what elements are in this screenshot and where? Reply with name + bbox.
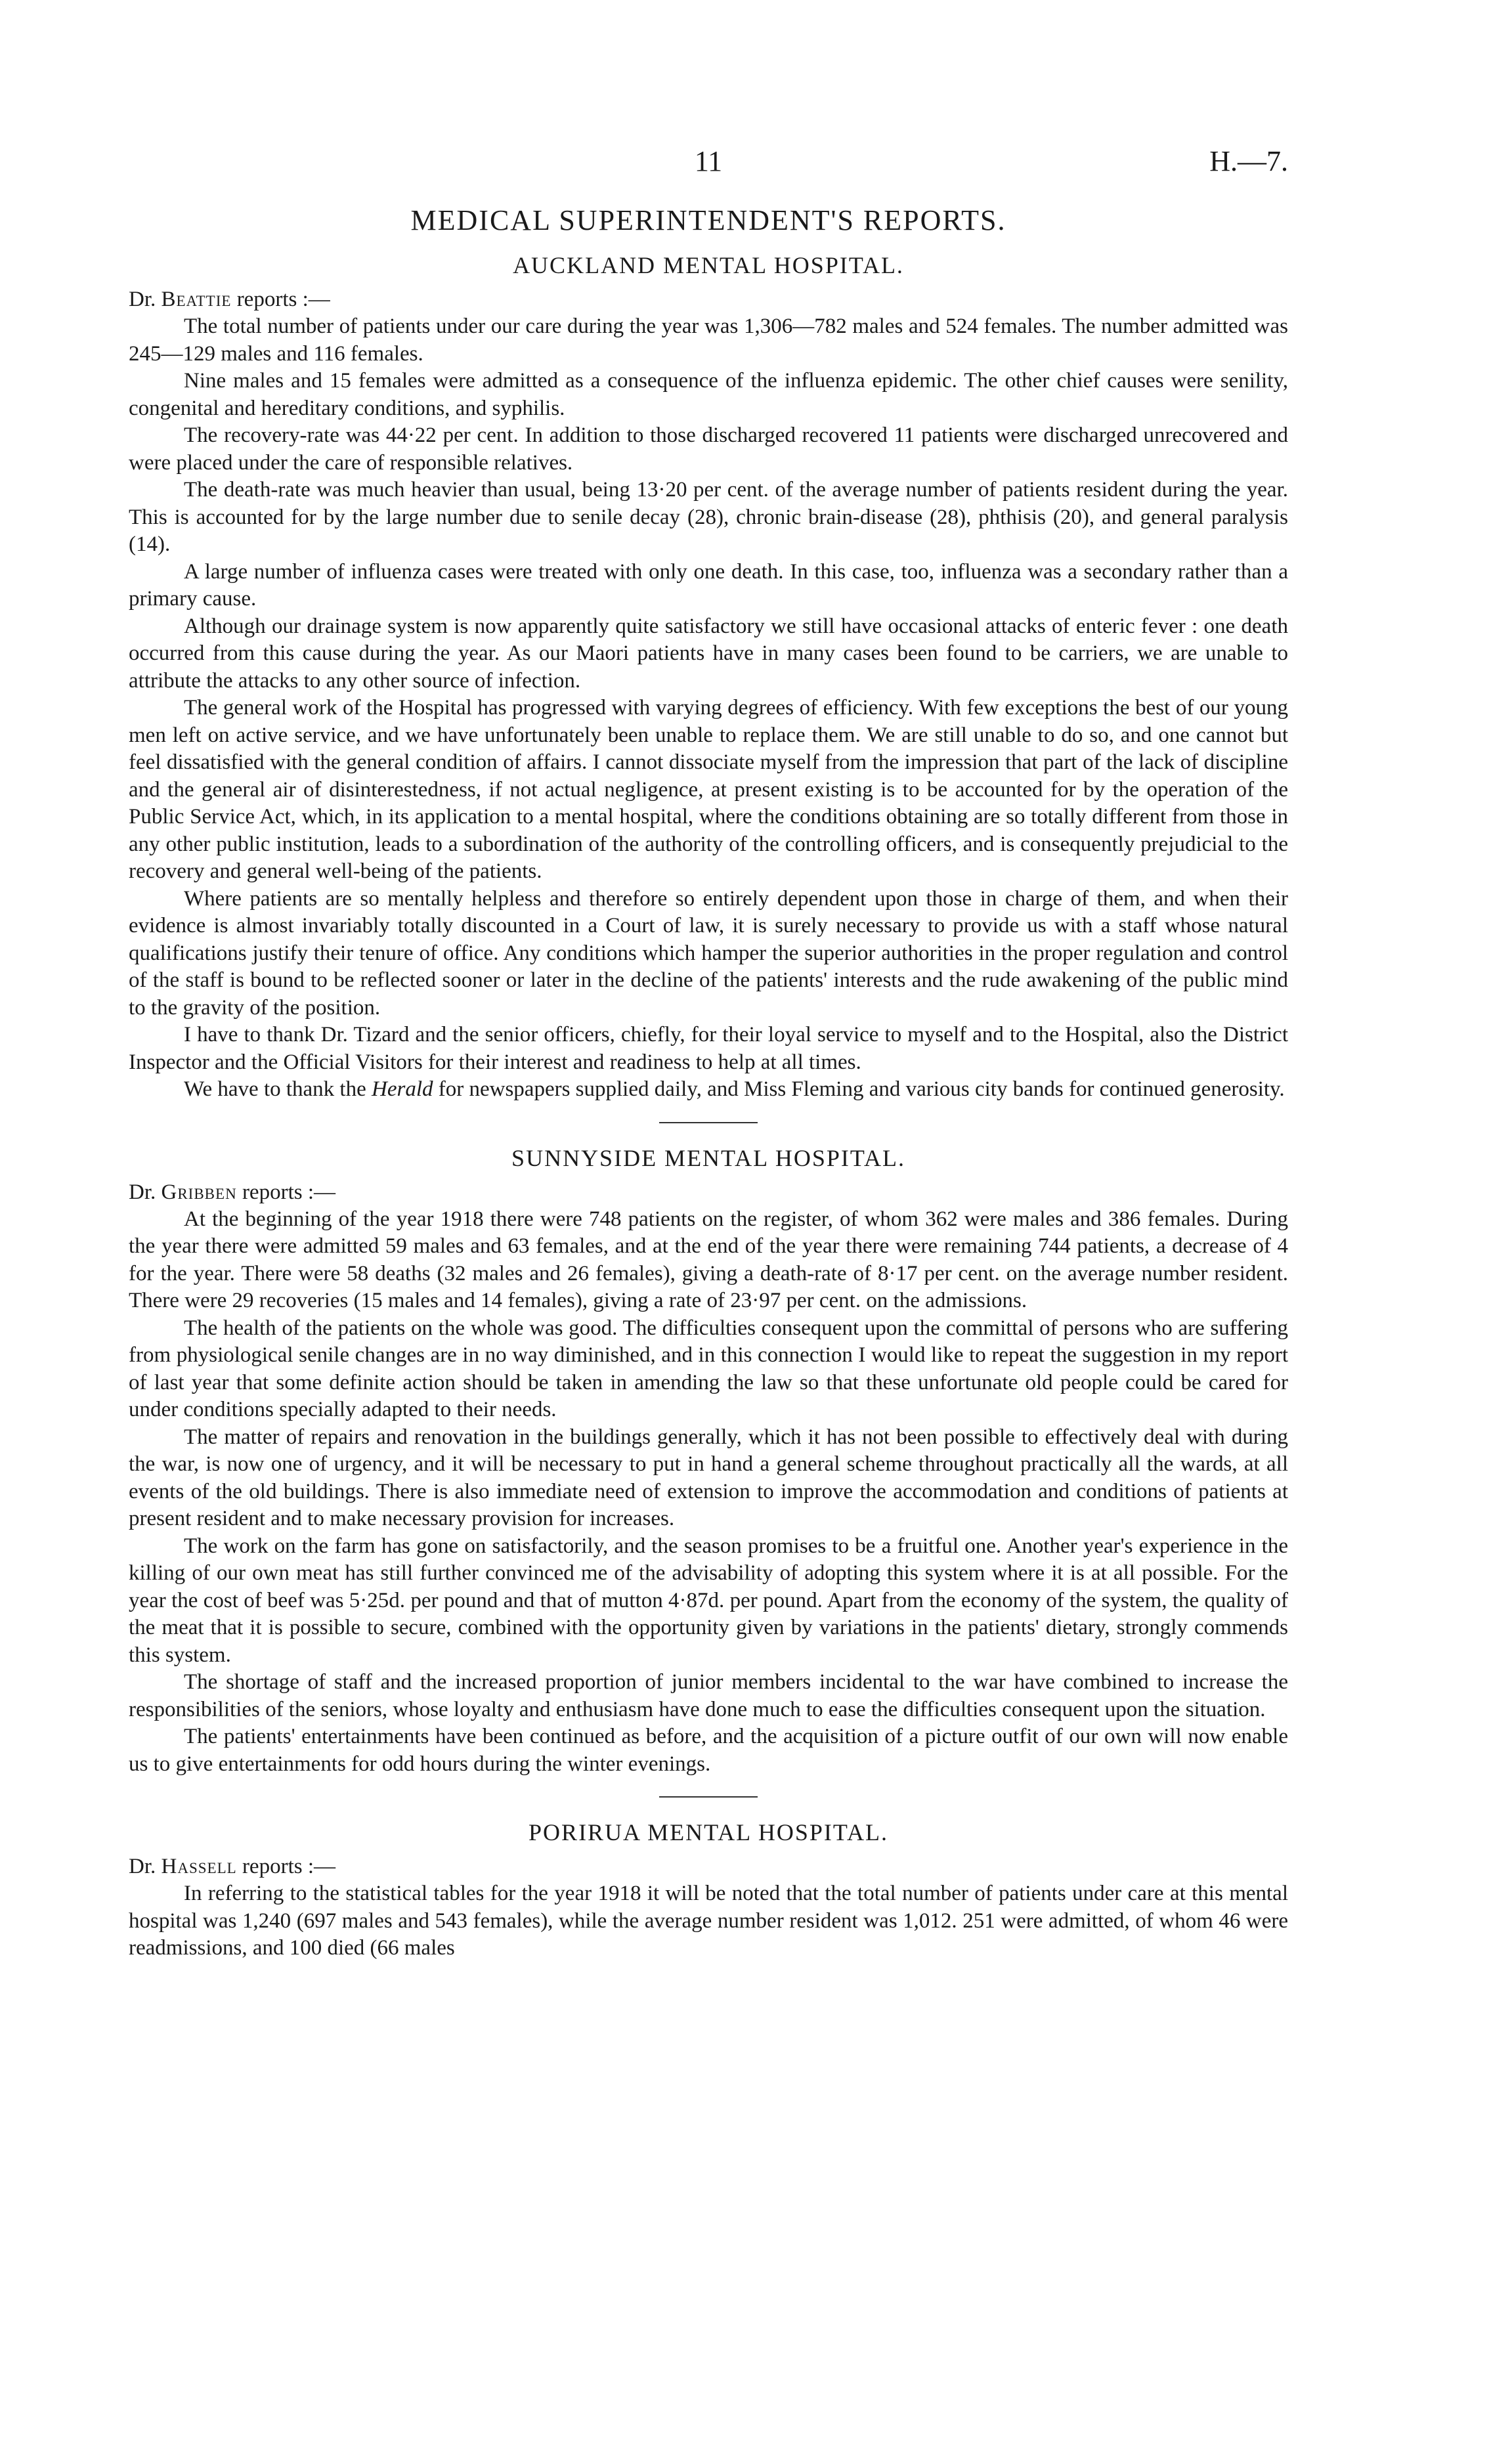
speaker-title: Dr. <box>129 1180 156 1204</box>
paragraph: The general work of the Hospital has progressed with varying degrees of efficiency. With few exceptions the best of our young men left on active service, and we have unfortunately been unable to replace them. We are still unable to do so, and one cannot but feel dissatisfied with the general condition of affairs. I cannot dissociate myself from the impression that part of the lack of discipline and the general air of disinterestedness, if not actual negligence, at present existing is to be accounted for by the operation of the Public Service Act, which, in its application to a mental hospital, where the conditions obtaining are so totally different from those in any other public institution, leads to a subordination of the authority of the controlling officers, and is consequently prejudicial to the recovery and general well-being of the patients. <box>129 696 1288 883</box>
paragraph: In referring to the statistical tables for the year 1918 it will be noted that the total number of patients under care at this mental hospital was 1,240 (697 males and 543 females), while the average number resident was 1,012. 251 were admitted, of whom 46 were readmissions, and 100 died (66 males <box>129 1882 1288 1960</box>
paragraph: Where patients are so mentally helpless and therefore so entirely dependent upon those in charge of them, and when their evidence is almost invariably totally discounted in a Court of law, it is surely necessary to provide us with a staff whose natural qualifications justify their tenure of office. Any conditions which hamper the superior authorities in the proper regulation and control of the staff is bound to be reflected sooner or later in the decline of the patients' interests and the rude awakening of the public mind to the gravity of the position. <box>129 886 1288 1020</box>
paragraph: I have to thank Dr. Tizard and the senior officers, chiefly, for their loyal service to myself and to the Hospital, also the District Inspector and the Official Visitors for their interest and readiness to help at all times. <box>129 1023 1288 1074</box>
speaker-line <box>129 1178 1288 1206</box>
closing-text-before: We have to thank the <box>184 1077 372 1101</box>
speaker-suffix: reports :— <box>236 288 330 311</box>
section-title: PORIRUA MENTAL HOSPITAL. <box>529 1819 888 1845</box>
report-page <box>129 144 1288 1962</box>
speaker-suffix: reports :— <box>242 1855 335 1878</box>
paragraph: The patients' entertainments have been continued as before, and the acquisition of a picture outfit of our own will now enable us to give entertainments for odd hours during the winter evenings. <box>129 1725 1288 1776</box>
paragraph: A large number of influenza cases were treated with only one death. In this case, too, influenza was a secondary rather than a primary cause. <box>129 559 1288 611</box>
speaker-name: Beattie <box>161 288 232 311</box>
series-reference: H.—7. <box>1209 145 1288 177</box>
paragraph: The health of the patients on the whole was good. The difficulties consequent upon the committal of persons who are suffering from physiological senile changes are in no way diminished, and in this connection I would like to repeat the suggestion in my report of last year that some definite action should be taken in amending the law so that these unfortunate old people could be cared for under conditions specially adapted to their needs. <box>129 1316 1288 1421</box>
paragraph: Although our drainage system is now apparently quite satisfactory we still have occasional attacks of enteric fever : one death occurred from this cause during the year. As our Maori patients have in many cases been found to be carriers, we are unable to attribute the attacks to any other source of infection. <box>129 614 1288 693</box>
paragraph: The matter of repairs and renovation in the buildings generally, which it has not been possible to effectively deal with during the war, is now one of urgency, and it will be necessary to put in hand a general scheme throughout practically all the wards, at all events of the old buildings. There is also immediate need of extension to improve the accommodation and conditions of patients at present resident and to make necessary provision for increases. <box>129 1425 1288 1530</box>
speaker-title: Dr. <box>129 288 156 311</box>
newspaper-name: Herald <box>372 1077 433 1101</box>
speaker-name: Hassell <box>161 1855 237 1878</box>
closing-text-after: for newspapers supplied daily, and Miss Fleming and various city bands for continued generosity. <box>433 1077 1285 1101</box>
paragraph: The shortage of staff and the increased proportion of junior members incidental to the war have combined to increase the responsibilities of the seniors, whose loyalty and enthusiasm have done much to ease the difficulties consequent upon the situation. <box>129 1670 1288 1721</box>
speaker-suffix: reports :— <box>242 1180 335 1204</box>
section-sunnyside <box>129 1144 1288 1779</box>
page-header <box>129 144 1288 197</box>
main-title: MEDICAL SUPERINTENDENT'S REPORTS. <box>410 204 1006 236</box>
page-number: 11 <box>694 145 723 177</box>
closing-paragraph <box>129 1076 1288 1104</box>
section-divider <box>659 1796 758 1798</box>
paragraph: The work on the farm has gone on satisfactorily, and the season promises to be a fruitful one. Another year's experience in the killing of our own meat has still further convinced me of the advisability of adopting this system where it is at all possible. For the year the cost of beef was 5·25d. per pound and that of mutton 4·87d. per pound. Apart from the economy of the system, the quality of the meat that it is possible to secure, combined with the opportunity given by variations in the patients' dietary, strongly commends this system. <box>129 1534 1288 1667</box>
speaker-name: Gribben <box>161 1180 237 1204</box>
paragraph: The death-rate was much heavier than usual, being 13·20 per cent. of the average number of patients resident during the year. This is accounted for by the large number due to senile decay (28), chronic brain-disease (28), phthisis (20), and general paralysis (14). <box>129 478 1288 556</box>
section-porirua <box>129 1819 1288 1962</box>
section-divider <box>659 1122 758 1123</box>
section-auckland <box>129 251 1288 1104</box>
speaker-line <box>129 1853 1288 1880</box>
paragraph: The recovery-rate was 44·22 per cent. In addition to those discharged recovered 11 patients were discharged unrecovered and were placed under the care of responsible relatives. <box>129 423 1288 475</box>
section-title: AUCKLAND MENTAL HOSPITAL. <box>513 252 904 278</box>
paragraph: At the beginning of the year 1918 there were 748 patients on the register, of whom 362 were males and 386 females. During the year there were admitted 59 males and 63 females, and at the end of the year there were remaining 744 patients, a decrease of 4 for the year. There were 58 deaths (32 males and 26 females), giving a death-rate of 8·17 per cent. on the average number resident. There were 29 recoveries (15 males and 14 females), giving a rate of 23·97 per cent. on the admissions. <box>129 1207 1288 1312</box>
paragraph: Nine males and 15 females were admitted as a consequence of the influenza epidemic. The other chief causes were senility, congenital and hereditary conditions, and syphilis. <box>129 369 1288 420</box>
paragraph: The total number of patients under our care during the year was 1,306—782 males and 524 females. The number admitted was 245—129 males and 116 females. <box>129 314 1288 366</box>
section-title: SUNNYSIDE MENTAL HOSPITAL. <box>511 1144 905 1171</box>
speaker-title: Dr. <box>129 1855 156 1878</box>
speaker-line <box>129 286 1288 313</box>
